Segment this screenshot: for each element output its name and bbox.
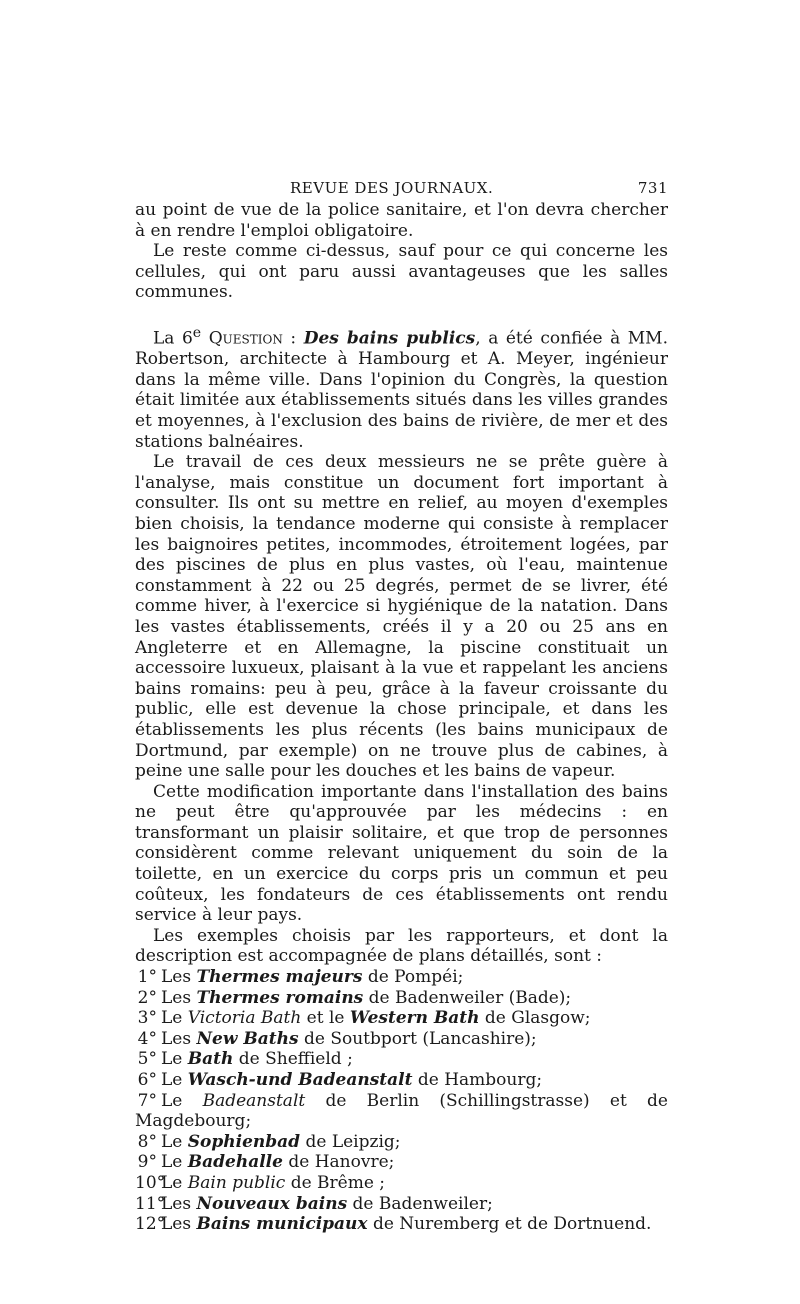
item-number: 3° [137, 1008, 157, 1029]
paragraph-question-6 [135, 323, 668, 452]
question-body: , a été confiée à MM. Robertson, architecte à Hambourg et A. Meyer, ingénieur dans la même ville. Dans l'opinion du Congrès, la question était limitée aux établissements situés dans les villes grandes et moyennes, à l'exclusion des bains de rivière, de mer et des stations balnéaires. [135, 328, 668, 452]
paragraph-examples-intro: Les exemples choisis par les rapporteurs, et dont la description est accompagnée de plans détaillés, sont : [135, 925, 668, 967]
item-name: Victoria Bath [187, 1008, 302, 1029]
list-item [135, 1070, 668, 1091]
paragraph-cells: Le reste comme ci-dessus, sauf pour ce qui concerne les cellules, qui ont paru aussi avantageuses que les salles communes. [135, 241, 668, 303]
running-head [135, 178, 668, 200]
item-number: 1° [137, 967, 157, 988]
item-prefix: Le [161, 1172, 188, 1193]
item-prefix: Les [161, 1193, 197, 1214]
page-number: 731 [637, 179, 668, 197]
item-middle: et le [301, 1008, 350, 1029]
item-name: Nouveaux bains [196, 1193, 348, 1214]
item-prefix: Les [161, 1214, 197, 1235]
item-number: 8° [137, 1131, 157, 1152]
item-prefix: Le [161, 1152, 188, 1173]
item-number: 11° [135, 1193, 166, 1214]
list-item [135, 1029, 668, 1050]
item-name: Wasch-und Badeanstalt [187, 1070, 413, 1090]
item-name: Sophienbad [187, 1131, 301, 1152]
item-name: New Baths [196, 1028, 299, 1049]
item-prefix: Le [161, 1008, 188, 1029]
item-prefix: Le [161, 1070, 188, 1090]
document-page [135, 178, 668, 1235]
question-ordinal-sup: e [192, 324, 202, 341]
question-colon: : [282, 328, 304, 349]
item-name: Badeanstalt [202, 1090, 306, 1111]
item-suffix: de Hambourg; [412, 1070, 543, 1090]
list-item [135, 1132, 668, 1153]
item-number: 7° [137, 1090, 157, 1111]
item-suffix: de Glasgow; [479, 1008, 591, 1029]
item-prefix: Les [161, 1028, 197, 1049]
item-number: 9° [137, 1152, 157, 1173]
list-item [135, 1091, 668, 1132]
item-number: 5° [137, 1049, 157, 1070]
section-gap [135, 303, 668, 323]
item-number: 6° [137, 1070, 157, 1090]
item-name: Bains municipaux [196, 1214, 368, 1235]
question-label: Question [208, 328, 283, 349]
item-suffix: de Nuremberg et de Dortnuend. [367, 1214, 652, 1235]
item-name: Bath [187, 1049, 234, 1070]
question-number: La 6 [153, 328, 193, 349]
item-prefix: Le [161, 1090, 203, 1111]
item-number: 12° [135, 1214, 166, 1235]
list-item [135, 967, 668, 988]
item-prefix: Les [161, 967, 197, 988]
item-name: Thermes majeurs [196, 967, 363, 988]
item-suffix: de Sheffield ; [233, 1049, 353, 1070]
item-suffix: de Brême ; [285, 1172, 386, 1193]
item-suffix: de Hanovre; [282, 1152, 395, 1173]
item-prefix: Le [161, 1131, 188, 1152]
item-name: Thermes romains [196, 987, 364, 1008]
running-title: REVUE DES JOURNAUX. [290, 179, 494, 197]
list-item [135, 1194, 668, 1215]
list-item [135, 1049, 668, 1070]
list-item [135, 988, 668, 1009]
item-number: 2° [137, 987, 157, 1008]
list-item [135, 1152, 668, 1173]
item-suffix: de Soutbport (Lancashire); [298, 1028, 537, 1049]
list-item [135, 1008, 668, 1029]
item-name-secondary: Western Bath [349, 1008, 480, 1029]
paragraph-continuation: au point de vue de la police sanitaire, et l'on devra chercher à en rendre l'emploi obligatoire. [135, 200, 668, 241]
item-name: Badehalle [187, 1152, 283, 1173]
list-item [135, 1214, 668, 1235]
question-topic: Des bains publics [303, 328, 476, 349]
item-suffix: de Leipzig; [300, 1131, 401, 1152]
list-item [135, 1173, 668, 1194]
paragraph-analysis: Le travail de ces deux messieurs ne se prête guère à l'analyse, mais constitue un document fort important à consulter. Ils ont su mettre en relief, au moyen d'exemples bien choisis, la tendance moderne qui consiste à remplacer les baignoires petites, incommodes, étroitement logées, par des piscines de plus en plus vastes, où l'eau, maintenue constamment à 22 ou 25 degrés, permet de se livrer, été comme hiver, à l'exercice si hygiénique de la natation. Dans les vastes établissements, créés il y a 20 ou 25 ans en Angleterre et en Allemagne, la piscine constituait un accessoire luxueux, plaisant à la vue et rappelant les anciens bains romains: peu à peu, grâce à la faveur croissante du public, elle est devenue la chose principale, et dans les établissements les plus récents (les bains municipaux de Dortmund, par exemple) on ne trouve plus de cabines, à peine une salle pour les douches et les bains de vapeur. [135, 452, 668, 782]
item-prefix: Les [161, 987, 197, 1008]
item-suffix: de Berlin (Schillingstrasse) et de Magdebourg; [135, 1090, 668, 1132]
item-prefix: Le [161, 1049, 188, 1070]
item-suffix: de Badenweiler (Bade); [363, 987, 572, 1008]
paragraph-modification: Cette modification importante dans l'installation des bains ne peut être qu'approuvée par les médecins : en transformant un plaisir solitaire, et que trop de personnes considèrent comme relevant uniquement du soin de la toilette, en un exercice du corps pris un commun et peu coûteux, les fondateurs de ces établissements ont rendu service à leur pays. [135, 781, 668, 926]
item-suffix: de Badenweiler; [347, 1193, 493, 1214]
item-suffix: de Pompéi; [362, 967, 464, 988]
item-number: 4° [137, 1028, 157, 1049]
item-name: Bain public [187, 1172, 286, 1193]
item-number: 10° [135, 1172, 166, 1193]
examples-list [135, 967, 668, 1235]
